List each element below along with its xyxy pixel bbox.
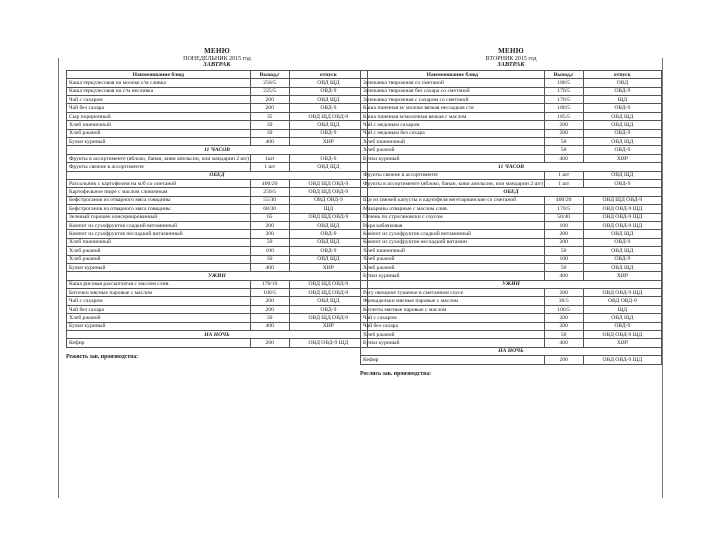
table-row xyxy=(67,255,368,263)
dish-name: Бефстроганов из отварного мяса говядины xyxy=(67,205,251,213)
table-row xyxy=(67,112,368,120)
dish-name: Хлеб ржаной xyxy=(67,255,251,263)
dish-name: Компот из сухофруктов несладкий витамин xyxy=(361,238,545,246)
diet-codes: ОВД-9 xyxy=(289,305,367,313)
portion-size: 400 xyxy=(250,138,289,146)
dish-name: Каша пшенная м/ молоке вязкая несладкая с/м xyxy=(361,104,545,112)
portion-size: 100/5 xyxy=(250,289,289,297)
table-row xyxy=(67,213,368,221)
dish-name: Каша пшенная м/молочная вязкая с маслом xyxy=(361,112,545,120)
diet-codes: ОВД-9 xyxy=(583,87,661,95)
diet-codes: ОВД-9 xyxy=(583,255,661,263)
dish-name: Хлеб ржаной xyxy=(361,331,545,339)
portion-size: 170/5 xyxy=(544,96,583,104)
portion-size: 250/5 xyxy=(250,79,289,87)
dish-name: Чай без сахара xyxy=(67,104,251,112)
table-row xyxy=(361,331,662,339)
diet-codes: ХИР xyxy=(289,138,367,146)
portion-size: 400 xyxy=(544,272,583,280)
table-row xyxy=(361,305,662,313)
diet-codes: ОВД ЩД xyxy=(289,255,367,263)
dish-name: Хлеб ржаной xyxy=(67,314,251,322)
table-row xyxy=(67,205,368,213)
table-row xyxy=(361,221,662,229)
portion-size: 200 xyxy=(544,129,583,137)
dish-name: Хлеб ржаной xyxy=(361,255,545,263)
dish-name: Хлеб ржаной xyxy=(361,263,545,271)
meal-section-title: УЖИН xyxy=(361,280,662,288)
dish-name: Кефир xyxy=(361,356,545,364)
diet-codes: ОВД ЩД ОВД-9 xyxy=(289,188,367,196)
meal-section-row xyxy=(67,171,368,179)
portion-size: 50 xyxy=(544,138,583,146)
diet-codes: ЩД xyxy=(583,96,661,104)
dish-name: Каша геркулесовая на молоке с/м сливка xyxy=(67,79,251,87)
table-row xyxy=(67,163,368,171)
dish-name: Печень по строгановски с соусом xyxy=(361,213,545,221)
portion-size: 1шт xyxy=(250,154,289,162)
dish-name: Хлеб пшеничный xyxy=(361,247,545,255)
dish-name: Макароны отварные с маслом слив. xyxy=(361,205,545,213)
portion-size: 200 xyxy=(250,230,289,238)
table-row xyxy=(361,272,662,280)
dish-name: Чай с медовым сахаром xyxy=(361,121,545,129)
dish-name: Чай с сахаром xyxy=(67,96,251,104)
portion-size: 50 xyxy=(544,263,583,271)
portion-size: 180/5 xyxy=(544,104,583,112)
table-header-row xyxy=(361,70,662,78)
portion-size: 200 xyxy=(544,289,583,297)
portion-size: 185/5 xyxy=(544,112,583,120)
diet-codes: ОВД-9 xyxy=(289,230,367,238)
meal-section-row xyxy=(361,347,662,355)
table-row xyxy=(67,129,368,137)
meal-section-title: ОБЕД xyxy=(361,188,662,196)
portion-size: 200 xyxy=(544,356,583,364)
diet-codes: ОВД ЩД xyxy=(583,138,661,146)
menu-title: МЕНЮ xyxy=(204,47,230,55)
portion-size: 35 xyxy=(250,112,289,120)
diet-codes: ОВД ЩД ОВД-9 xyxy=(289,314,367,322)
portion-size: 50 xyxy=(250,121,289,129)
diet-codes: ОВД-9 xyxy=(583,146,661,154)
table-row xyxy=(67,138,368,146)
diet-codes: ОВД ЩД xyxy=(583,314,661,322)
diet-codes: ОВД ОВД-9 ЩД xyxy=(583,331,661,339)
dish-name: Компот из сухофруктов сладкий витаминный xyxy=(361,230,545,238)
dish-name: Фрикадельки мясные паровые с маслом xyxy=(361,297,545,305)
dish-name: Хлеб пшеничный xyxy=(67,238,251,246)
diet-codes: ОВД ОВД-9 ЩД xyxy=(583,205,661,213)
dish-name: Булки куриный xyxy=(361,272,545,280)
diet-codes: ХИР xyxy=(583,154,661,162)
dish-name: Кефир xyxy=(67,339,251,347)
table-row xyxy=(361,339,662,347)
portion-size: 200 xyxy=(250,221,289,229)
dish-name: Каша геркулесовая на с/м несливка xyxy=(67,87,251,95)
diet-codes: ОВД ЩД ОВД-9 xyxy=(289,112,367,120)
portion-size: 250/5 xyxy=(250,188,289,196)
diet-codes: ОВД ЩД xyxy=(583,112,661,120)
table-row xyxy=(67,339,368,347)
table-row xyxy=(361,263,662,271)
table-row xyxy=(361,112,662,120)
header-dish: Наименование блюд xyxy=(361,70,545,78)
table-row xyxy=(361,96,662,104)
portion-size: 180/5 xyxy=(544,79,583,87)
meal-section-title: ОБЕД xyxy=(67,171,368,179)
portion-size: 50 xyxy=(250,238,289,246)
table-row xyxy=(67,247,368,255)
portion-size: 1 шт xyxy=(250,163,289,171)
portion-size: 50 xyxy=(544,331,583,339)
menu-page-tuesday xyxy=(360,48,662,377)
table-row xyxy=(361,196,662,204)
table-row xyxy=(67,289,368,297)
dish-name: Запеканка творожная со сметаной xyxy=(361,79,545,87)
header-dish: Наименование блюд xyxy=(67,70,251,78)
diet-codes: ХИР xyxy=(289,263,367,271)
table-row xyxy=(67,121,368,129)
diet-codes: ОВД-9 xyxy=(583,238,661,246)
dish-name: Хлеб ржаной xyxy=(67,129,251,137)
table-row xyxy=(361,146,662,154)
menu-date: ПОНЕДЕЛЬНИК 2015 год xyxy=(183,55,251,62)
portion-size: 225/5 xyxy=(250,87,289,95)
dish-name: Чай с сахаром xyxy=(67,297,251,305)
diet-codes: ОВД ЩД xyxy=(289,163,367,171)
portion-size: 170/5 xyxy=(544,205,583,213)
meal-section-row xyxy=(67,146,368,154)
table-row xyxy=(361,79,662,87)
dish-name: Фрукты свежие в ассортименте xyxy=(67,163,251,171)
portion-size: 200 xyxy=(250,297,289,305)
footer-signature: Режисть зав. производства: xyxy=(66,353,139,360)
dish-name: Фрукты в ассортименте (яблоко, банан, киви апельсин, или мандарин 2 шт) xyxy=(67,154,251,162)
table-row xyxy=(67,96,368,104)
table-row xyxy=(361,138,662,146)
portion-size: 50 xyxy=(544,146,583,154)
diet-codes: ОВД ЩД xyxy=(583,230,661,238)
diet-codes: ОВД ОВД-9 ЩД xyxy=(583,213,661,221)
diet-codes: ОВД ЩД ОВД-9 xyxy=(289,280,367,288)
meal-section-title: НА НОЧЬ xyxy=(67,331,368,339)
menu-title: МЕНЮ xyxy=(498,47,524,55)
table-row xyxy=(361,289,662,297)
table-row xyxy=(67,238,368,246)
table-row xyxy=(67,104,368,112)
dish-name: Чай с медовым без сахара xyxy=(361,129,545,137)
diet-codes: ОВД ЩД xyxy=(289,79,367,87)
page-edge-line xyxy=(58,58,59,498)
dish-name: Запеканка творожная с сахаром со сметаной xyxy=(361,96,545,104)
diet-codes: ОВД ЩД xyxy=(289,297,367,305)
table-row xyxy=(361,171,662,179)
dish-name: Булки куриный xyxy=(67,138,251,146)
diet-codes: ХИР xyxy=(583,339,661,347)
menu-page-monday xyxy=(66,48,368,360)
portion-size: 200 xyxy=(544,121,583,129)
portion-size: 200 xyxy=(250,339,289,347)
diet-codes: ОВД-9 xyxy=(583,129,661,137)
portion-size: 68/30 xyxy=(250,205,289,213)
portion-size: 200 xyxy=(250,104,289,112)
meal-section-title: 11 ЧАСОВ xyxy=(361,163,662,171)
diet-codes: ОВД ЩД xyxy=(289,96,367,104)
header-diet: отпуск xyxy=(289,70,367,78)
table-row xyxy=(67,314,368,322)
diet-codes: ОВД-9 xyxy=(289,129,367,137)
diet-codes: ОВД-9 xyxy=(289,154,367,162)
meal-section-title: УЖИН xyxy=(67,272,368,280)
table-row xyxy=(67,297,368,305)
diet-codes: ОВД ЩД xyxy=(289,238,367,246)
table-row xyxy=(361,205,662,213)
table-row xyxy=(67,188,368,196)
dish-name: Хлеб ржаной xyxy=(67,247,251,255)
diet-codes: ОВД ЩД xyxy=(583,121,661,129)
portion-size: 100/5 xyxy=(544,305,583,313)
table-row xyxy=(361,255,662,263)
diet-codes: ЩД xyxy=(289,205,367,213)
portion-size: 100 xyxy=(544,221,583,229)
dish-name: Зеленый горошек консервированный xyxy=(67,213,251,221)
diet-codes: ЩД xyxy=(583,305,661,313)
diet-codes: ОВД-9 xyxy=(289,104,367,112)
diet-codes: ОВД ОВД-9 xyxy=(583,297,661,305)
table-header-row xyxy=(67,70,368,78)
meal-section-title: 11 ЧАСОВ xyxy=(67,146,368,154)
dish-name: Хлеб пшеничный xyxy=(67,121,251,129)
dish-name: Каша рисовая рассыпчатая с маслом слив. xyxy=(67,280,251,288)
portion-size: 170/10 xyxy=(250,280,289,288)
table-row xyxy=(361,129,662,137)
meal-section-title: НА НОЧЬ xyxy=(361,347,662,355)
portion-size: 50 xyxy=(544,247,583,255)
table-row xyxy=(67,305,368,313)
diet-codes: ОВД ЩД xyxy=(289,221,367,229)
dish-name: Рагу овощное тушеное в сметанном соусе xyxy=(361,289,545,297)
meal-section-row xyxy=(67,272,368,280)
portion-size: 55/30 xyxy=(250,196,289,204)
dish-name: Хлеб пшеничный xyxy=(361,138,545,146)
dish-name: Фрукты свежие в ассортименте xyxy=(361,171,545,179)
portion-size: 50 xyxy=(250,255,289,263)
table-row xyxy=(361,230,662,238)
dish-name: Картофельное пюре с маслом сливочным xyxy=(67,188,251,196)
table-row xyxy=(67,196,368,204)
portion-size: 200 xyxy=(544,314,583,322)
portion-size: 65 xyxy=(250,213,289,221)
portion-size: 30/5 xyxy=(544,297,583,305)
dish-name: Хлеб ржаной xyxy=(361,146,545,154)
header-portion: Выход,г xyxy=(250,70,289,78)
diet-codes: ОВД ЩД xyxy=(289,121,367,129)
table-row xyxy=(67,263,368,271)
portion-size: 400 xyxy=(544,339,583,347)
dish-name: Щи из свежей капусты и картофеля вегетарианские со сметаной xyxy=(361,196,545,204)
table-row xyxy=(361,213,662,221)
diet-codes: ОВД xyxy=(583,79,661,87)
portion-size: 400 xyxy=(250,322,289,330)
first-meal-heading: ЗАВТРАК xyxy=(203,61,231,69)
table-row xyxy=(361,180,662,188)
diet-codes: ОВД ЩД ОВД-9 xyxy=(289,180,367,188)
menu-table xyxy=(66,70,368,348)
table-row xyxy=(361,297,662,305)
dish-name: Булки куриный xyxy=(67,263,251,271)
diet-codes: ОВД-9 xyxy=(583,180,661,188)
diet-codes: ОВД-9 xyxy=(289,87,367,95)
portion-size: 50 xyxy=(250,129,289,137)
diet-codes: ОВД ОВД-9 ЩД xyxy=(583,289,661,297)
table-row xyxy=(361,154,662,162)
portion-size: 400/20 xyxy=(544,196,583,204)
table-row xyxy=(361,87,662,95)
dish-name: Икра кабачковая xyxy=(361,221,545,229)
table-row xyxy=(361,104,662,112)
dish-name: Булки куриный xyxy=(361,339,545,347)
first-meal-heading: ЗАВТРАК xyxy=(497,61,525,69)
diet-codes: ОВД ЩД xyxy=(583,171,661,179)
portion-size: 100 xyxy=(250,247,289,255)
diet-codes: ОВД-9 xyxy=(583,104,661,112)
diet-codes: ОВД-9 xyxy=(289,247,367,255)
portion-size: 200 xyxy=(544,230,583,238)
dish-name: Булки куриный xyxy=(67,322,251,330)
diet-codes: ОВД ЩД ОВД-9 xyxy=(289,213,367,221)
table-row xyxy=(361,322,662,330)
table-row xyxy=(361,314,662,322)
dish-name: Бефстроганов из отварного мяса говядины xyxy=(67,196,251,204)
table-row xyxy=(67,280,368,288)
table-row xyxy=(361,238,662,246)
dish-name: Чай без сахара xyxy=(361,322,545,330)
diet-codes: ОВД ЩД ОВД-9 xyxy=(289,289,367,297)
portion-size: 400 xyxy=(544,154,583,162)
diet-codes: ОВД ЩД ОВД-9 xyxy=(583,196,661,204)
diet-codes: ОВД-9 xyxy=(583,322,661,330)
diet-codes: ХИР xyxy=(583,272,661,280)
diet-codes: ОВД ОВД-9 xyxy=(289,196,367,204)
meal-section-row xyxy=(361,280,662,288)
table-row xyxy=(361,121,662,129)
portion-size: 100 xyxy=(544,255,583,263)
menu-body xyxy=(67,79,368,348)
dish-name: Котлеты мясные паровые с маслом xyxy=(361,305,545,313)
dish-name: Сыр порционный xyxy=(67,112,251,120)
meal-section-row xyxy=(67,331,368,339)
menu-table xyxy=(360,70,662,365)
table-row xyxy=(67,221,368,229)
portion-size: 400/20 xyxy=(250,180,289,188)
table-row xyxy=(67,79,368,87)
dish-name: Компот из сухофруктов сладкий витаминный xyxy=(67,221,251,229)
table-row xyxy=(361,356,662,364)
page-edge-line xyxy=(662,58,663,498)
portion-size: 200 xyxy=(250,305,289,313)
footer-signature: Рослись зав. производства: xyxy=(360,370,432,377)
meal-section-row xyxy=(361,163,662,171)
portion-size: 170/5 xyxy=(544,87,583,95)
portion-size: 400 xyxy=(250,263,289,271)
menu-date: ВТОРНИК 2015 год xyxy=(485,55,537,62)
portion-size: 200 xyxy=(544,238,583,246)
portion-size: 50 xyxy=(250,314,289,322)
portion-size: 1 шт xyxy=(544,180,583,188)
portion-size: 200 xyxy=(544,322,583,330)
meal-section-row xyxy=(361,188,662,196)
portion-size: 200 xyxy=(250,96,289,104)
dish-name: Рассольник с картофелем на м/б со сметаной xyxy=(67,180,251,188)
header-portion: Выход,г xyxy=(544,70,583,78)
header-diet: отпуск xyxy=(583,70,661,78)
diet-codes: ОВД ОВД-9 ЩД xyxy=(583,356,661,364)
dish-name: Фрукты в ассортименте (яблоко, банан, киви апельсин, или мандарин 2 шт) xyxy=(361,180,545,188)
dish-name: Компот из сухофруктов несладкий витаминный xyxy=(67,230,251,238)
table-row xyxy=(67,154,368,162)
diet-codes: ХИР xyxy=(289,322,367,330)
diet-codes: ОВД ОВД-9 ЩД xyxy=(289,339,367,347)
table-row xyxy=(67,87,368,95)
table-row xyxy=(361,247,662,255)
table-row xyxy=(67,230,368,238)
table-row xyxy=(67,322,368,330)
dish-name: Запеканка творожная без сахара со сметаной xyxy=(361,87,545,95)
table-row xyxy=(67,180,368,188)
diet-codes: ОВД ЩД xyxy=(583,247,661,255)
portion-size: 50/40 xyxy=(544,213,583,221)
dish-name: Биточки мясные паровые с маслом xyxy=(67,289,251,297)
diet-codes: ОВД ЩД xyxy=(583,263,661,271)
menu-body xyxy=(361,79,662,364)
dish-name: Чай без сахара xyxy=(67,305,251,313)
diet-codes: ОВД ОВД-9 ЩД xyxy=(583,221,661,229)
dish-name: Булки куриный xyxy=(361,154,545,162)
portion-size: 1 шт xyxy=(544,171,583,179)
dish-name: Чай с сахаром xyxy=(361,314,545,322)
